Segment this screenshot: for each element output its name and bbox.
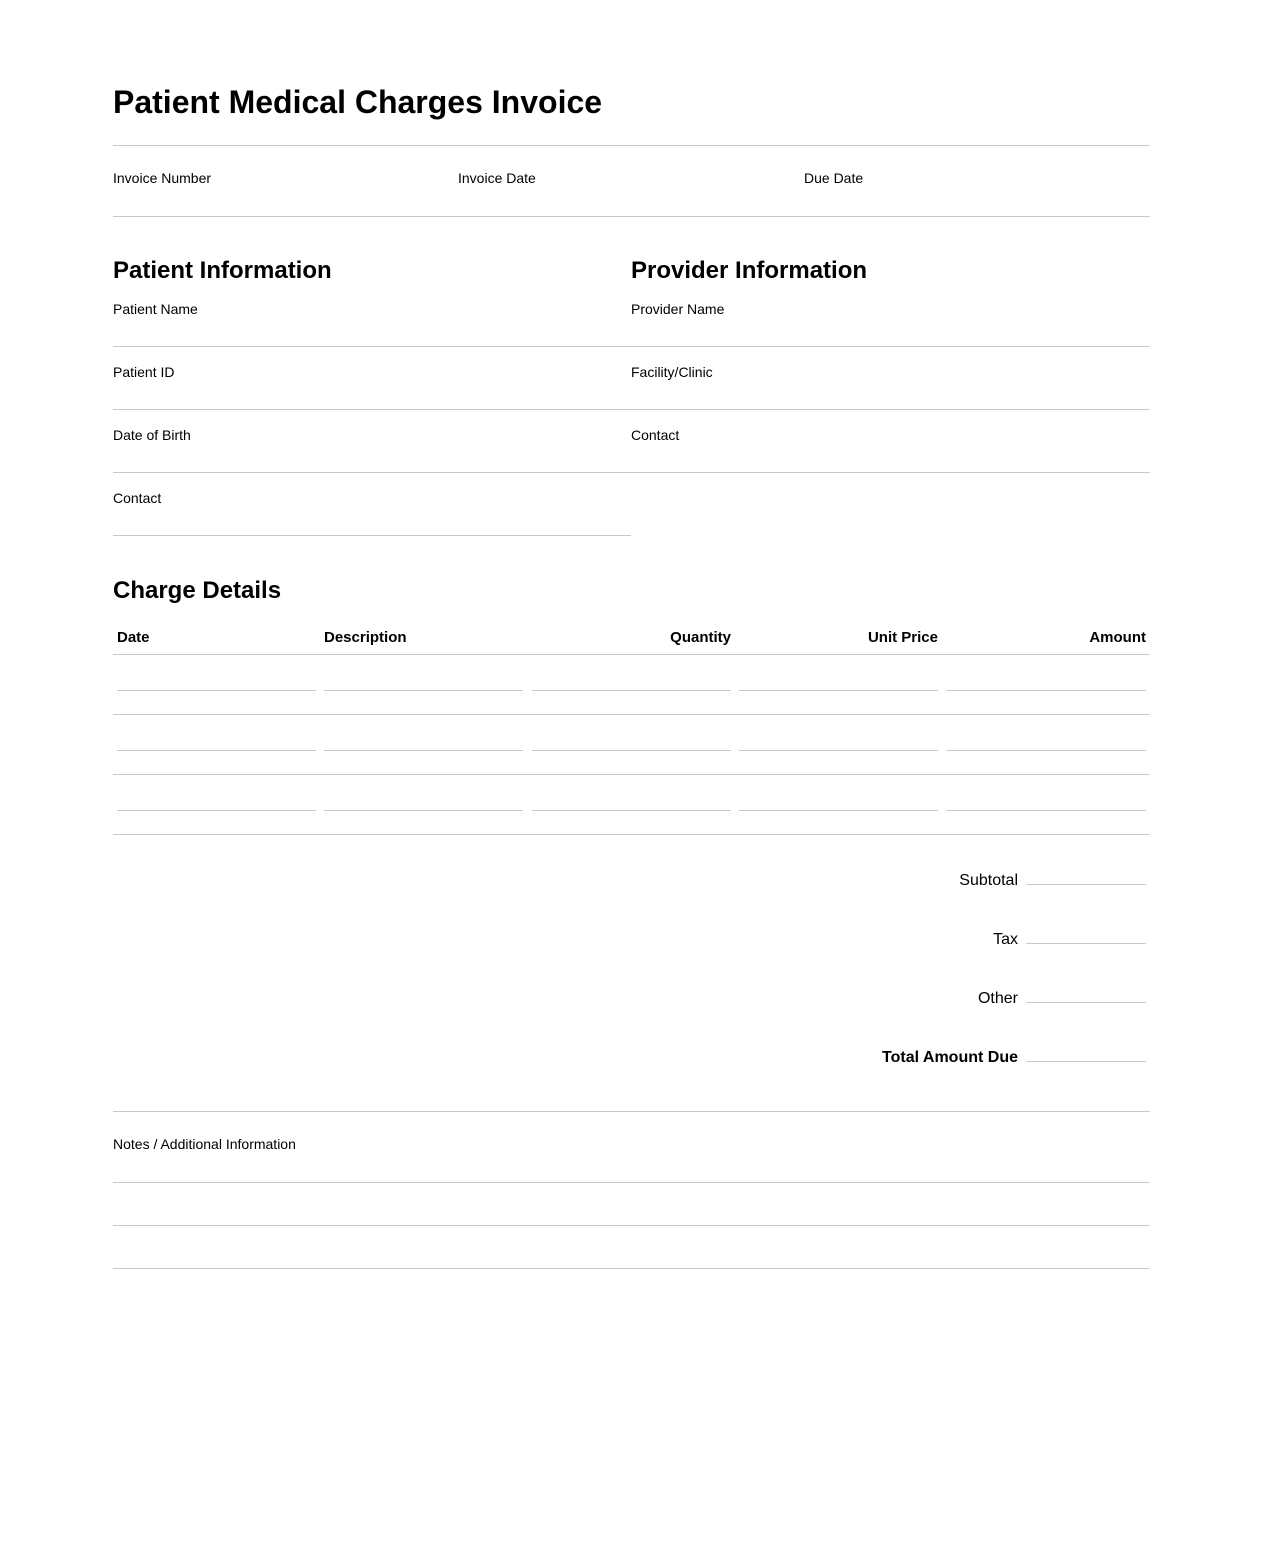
quantity-input[interactable] <box>532 715 731 750</box>
notes-underline <box>113 1182 1150 1183</box>
table-row <box>113 775 1150 835</box>
notes-input-2[interactable] <box>113 1192 1150 1220</box>
invoice-number-input[interactable] <box>113 188 443 212</box>
provider-contact-label: Contact <box>631 427 680 443</box>
field-underline <box>113 472 631 473</box>
date-input[interactable] <box>117 715 316 750</box>
provider-contact-field <box>631 427 1150 473</box>
field-underline <box>113 535 631 536</box>
notes-label: Notes / Additional Information <box>113 1136 296 1152</box>
table-row <box>113 655 1150 715</box>
total-amount-due-input[interactable] <box>1026 1041 1146 1061</box>
patient-contact-input[interactable] <box>113 508 631 532</box>
invoice-date-field <box>458 170 788 216</box>
field-underline <box>631 409 1150 410</box>
patient-name-input[interactable] <box>113 319 631 343</box>
tax-label: Tax <box>993 931 1018 948</box>
subtotal-underline <box>1026 884 1146 885</box>
description-input[interactable] <box>324 775 523 810</box>
subtotal-label: Subtotal <box>959 872 1018 889</box>
description-input[interactable] <box>324 715 523 750</box>
cell-unit-price <box>739 775 938 811</box>
total-underline <box>1026 1061 1146 1062</box>
amount-input[interactable] <box>946 715 1146 750</box>
provider-contact-input[interactable] <box>631 445 1150 469</box>
date-input[interactable] <box>117 655 316 690</box>
cell-quantity <box>532 655 731 691</box>
provider-name-field <box>631 301 1150 347</box>
column-header-description: Description <box>324 629 407 646</box>
patient-name-label: Patient Name <box>113 301 198 317</box>
due-date-field <box>804 170 1150 216</box>
patient-dob-input[interactable] <box>113 445 631 469</box>
column-header-unit-price: Unit Price <box>867 629 938 646</box>
quantity-input[interactable] <box>532 655 731 690</box>
notes-line <box>113 1184 1150 1226</box>
patient-name-field <box>113 301 631 347</box>
invoice-number-label: Invoice Number <box>113 170 212 186</box>
column-header-amount: Amount <box>1089 629 1146 646</box>
notes-divider <box>113 1111 1150 1112</box>
provider-facility-field <box>631 364 1150 410</box>
patient-id-label: Patient ID <box>113 364 175 380</box>
unit-price-input[interactable] <box>739 655 938 690</box>
page-title: Patient Medical Charges Invoice <box>113 84 603 120</box>
provider-facility-input[interactable] <box>631 382 1150 406</box>
cell-description <box>324 655 523 691</box>
notes-input-3[interactable] <box>113 1235 1150 1263</box>
cell-date <box>117 715 316 751</box>
notes-underline <box>113 1268 1150 1269</box>
amount-input[interactable] <box>946 655 1146 690</box>
total-amount-due-label: Total Amount Due <box>882 1049 1018 1066</box>
patient-contact-label: Contact <box>113 490 162 506</box>
meta-divider <box>113 216 1150 217</box>
notes-input-1[interactable] <box>113 1157 1150 1179</box>
cell-date <box>117 775 316 811</box>
patient-dob-field <box>113 427 631 473</box>
provider-name-label: Provider Name <box>631 301 725 317</box>
cell-amount <box>946 655 1146 691</box>
title-divider <box>113 145 1150 146</box>
cell-description <box>324 775 523 811</box>
cell-date <box>117 655 316 691</box>
other-label: Other <box>977 990 1018 1007</box>
due-date-label: Due Date <box>804 170 864 186</box>
notes-underline <box>113 1225 1150 1226</box>
field-underline <box>113 346 631 347</box>
other-input[interactable] <box>1026 982 1146 1002</box>
cell-unit-price <box>739 655 938 691</box>
tax-underline <box>1026 943 1146 944</box>
amount-input[interactable] <box>946 775 1146 810</box>
charges-heading: Charge Details <box>113 577 282 604</box>
cell-description <box>324 715 523 751</box>
invoice-date-input[interactable] <box>458 188 788 212</box>
row-divider <box>113 834 1150 835</box>
unit-price-input[interactable] <box>739 715 938 750</box>
notes-line <box>113 1227 1150 1269</box>
notes-line <box>113 1141 1150 1183</box>
tax-input[interactable] <box>1026 923 1146 943</box>
description-input[interactable] <box>324 655 523 690</box>
patient-contact-field <box>113 490 631 536</box>
column-header-date: Date <box>117 629 150 646</box>
patient-dob-label: Date of Birth <box>113 427 191 443</box>
cell-amount <box>946 775 1146 811</box>
invoice-date-label: Invoice Date <box>458 170 536 186</box>
field-underline <box>631 346 1150 347</box>
cell-quantity <box>532 715 731 751</box>
date-input[interactable] <box>117 775 316 810</box>
cell-unit-price <box>739 715 938 751</box>
provider-heading: Provider Information <box>631 257 868 284</box>
other-underline <box>1026 1002 1146 1003</box>
cell-quantity <box>532 775 731 811</box>
provider-name-input[interactable] <box>631 319 1150 343</box>
field-underline <box>631 472 1150 473</box>
patient-heading: Patient Information <box>113 257 332 284</box>
quantity-input[interactable] <box>532 775 731 810</box>
cell-amount <box>946 715 1146 751</box>
patient-id-input[interactable] <box>113 382 631 406</box>
table-row <box>113 715 1150 775</box>
subtotal-input[interactable] <box>1026 864 1146 884</box>
patient-id-field <box>113 364 631 410</box>
unit-price-input[interactable] <box>739 775 938 810</box>
provider-facility-label: Facility/Clinic <box>631 364 713 380</box>
invoice-number-field <box>113 170 443 216</box>
due-date-input[interactable] <box>804 188 1150 212</box>
field-underline <box>113 409 631 410</box>
column-header-quantity: Quantity <box>670 629 731 646</box>
